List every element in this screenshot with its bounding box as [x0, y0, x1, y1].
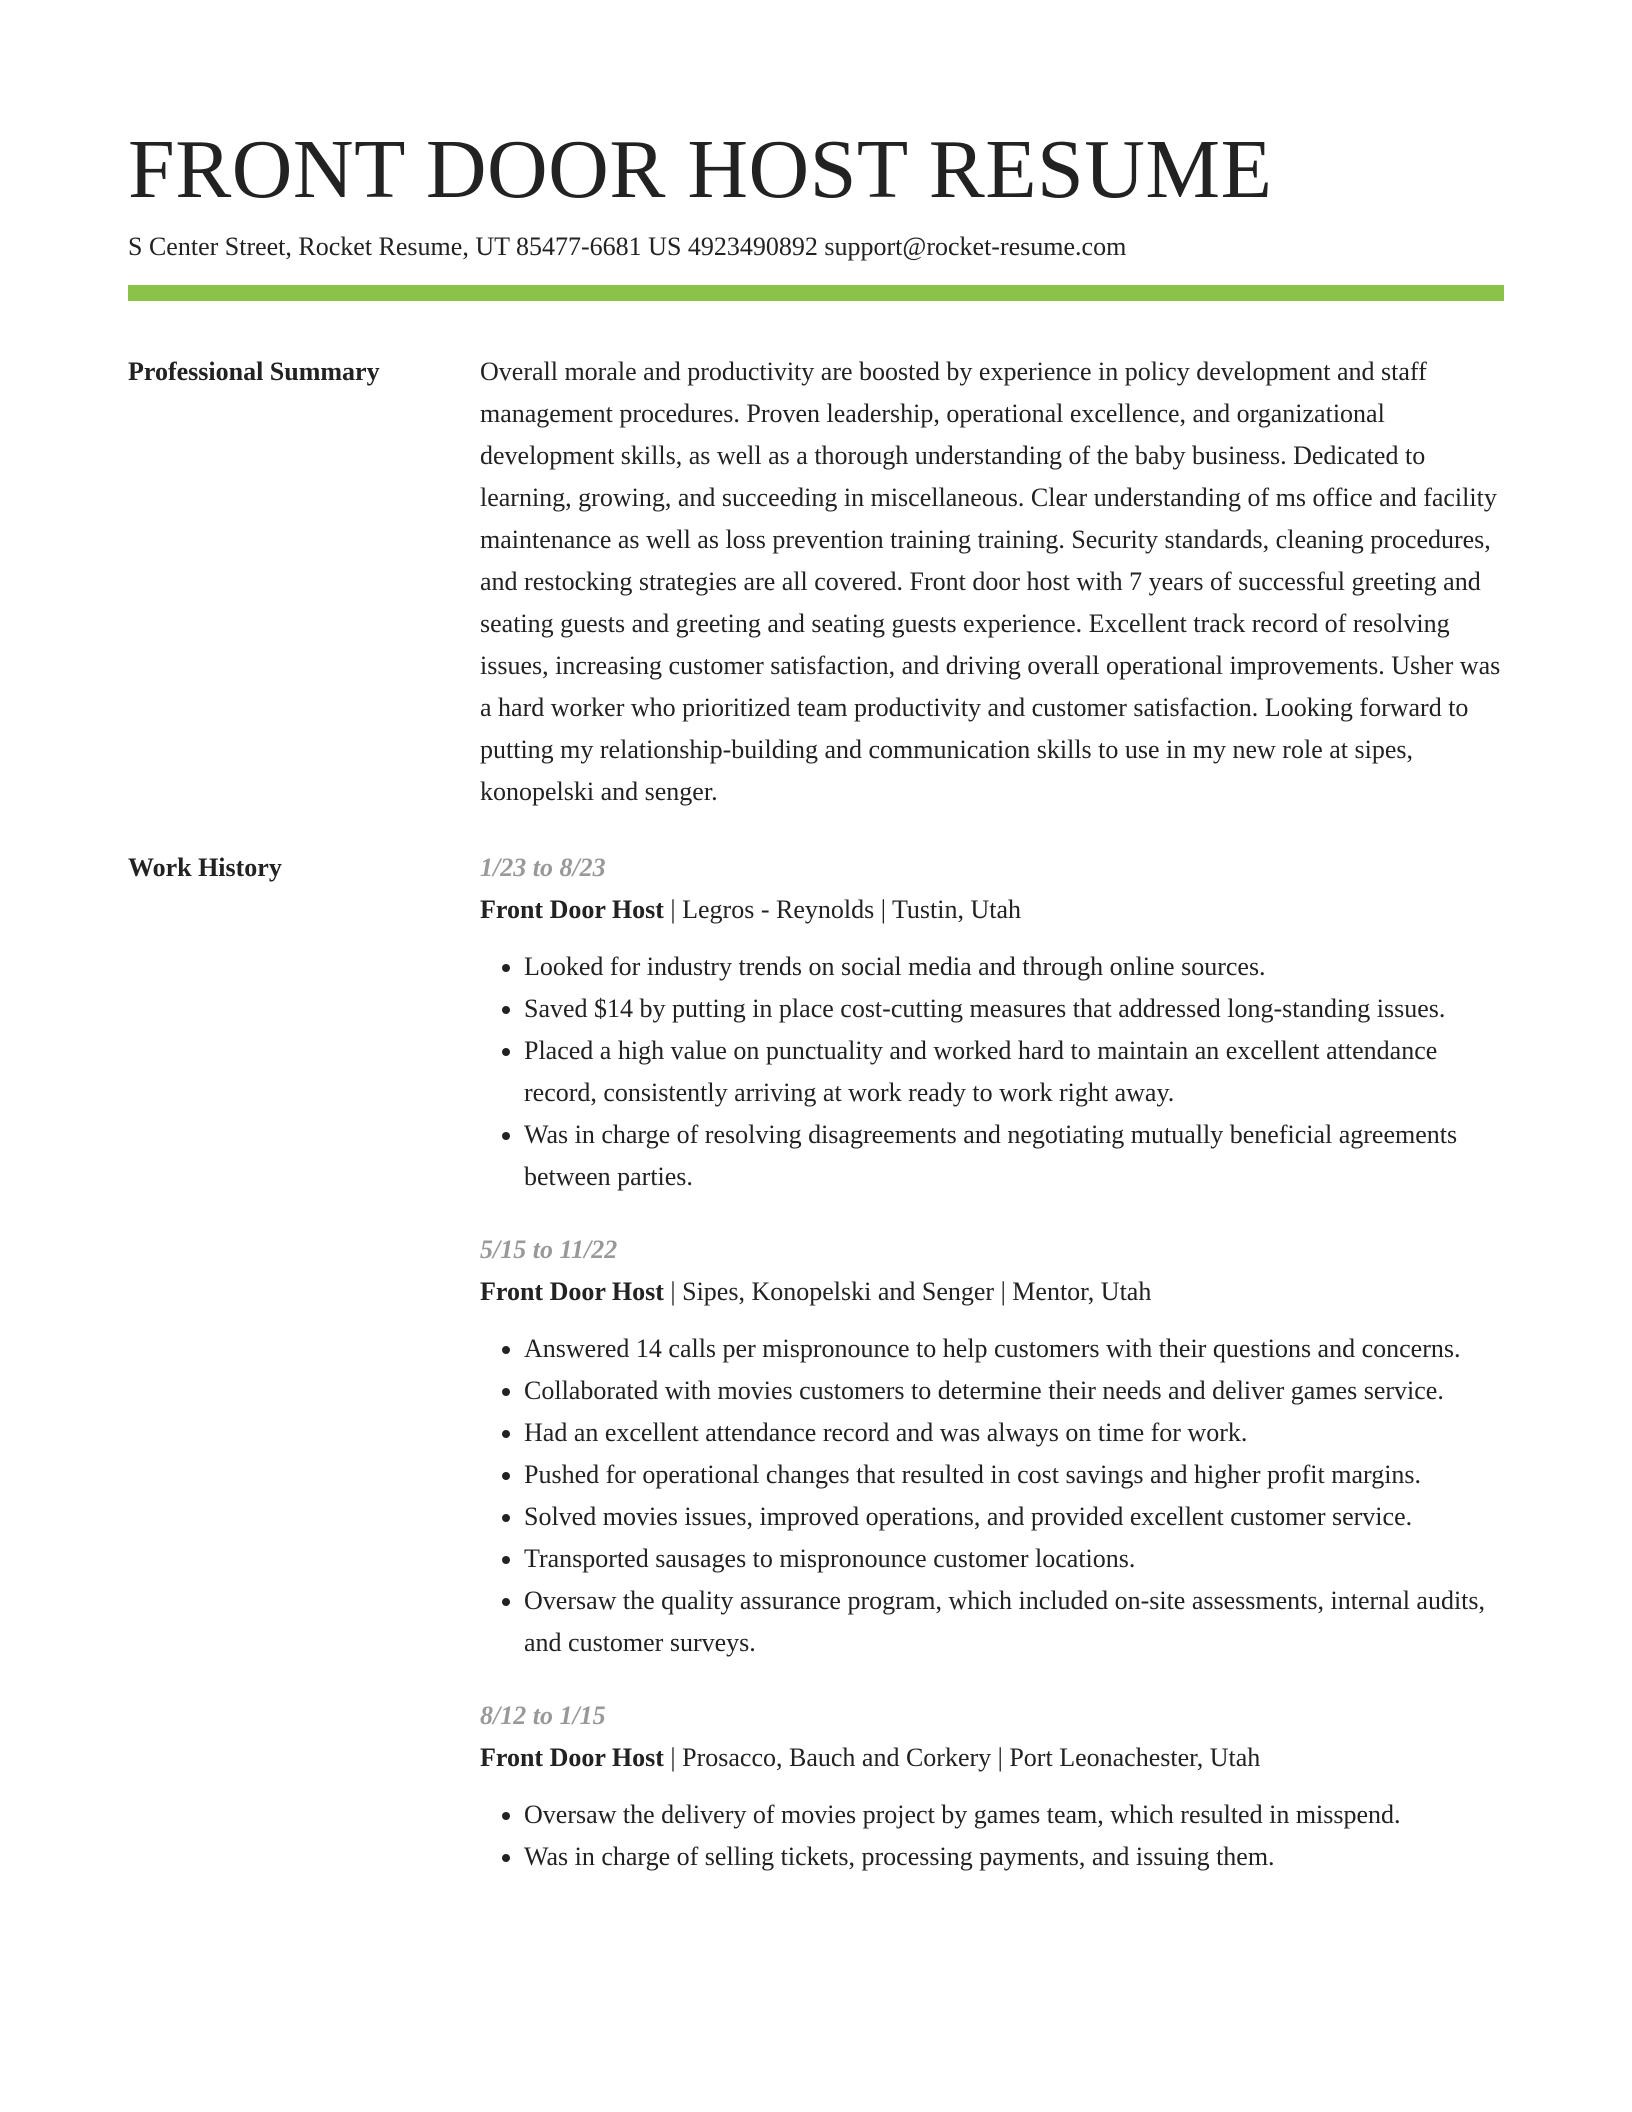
job-details: | Prosacco, Bauch and Corkery | Port Leonachester, Utah [663, 1743, 1261, 1772]
list-item: • Saved $14 by putting in place cost-cutting measures that addressed long-standing issues. [524, 988, 1504, 1030]
job-entry [480, 847, 1504, 1198]
list-item: • Was in charge of resolving disagreements and negotiating mutually beneficial agreements between parties. [524, 1114, 1504, 1198]
work-history-body [480, 847, 1504, 1909]
resume-title: FRONT DOOR HOST RESUME [128, 123, 1273, 216]
job-title: Front Door Host [480, 1743, 664, 1772]
list-item: • Had an excellent attendance record and was always on time for work. [524, 1412, 1504, 1454]
list-item: • Oversaw the quality assurance program, which included on-site assessments, internal audits, and customer surveys. [524, 1580, 1504, 1664]
list-item: • Collaborated with movies customers to determine their needs and deliver games service. [524, 1370, 1504, 1412]
summary-text: Overall morale and productivity are boosted by experience in policy development and staff management procedures. Proven leadership, operational excellence, and organizational development skills, as well as a thorough understanding of the baby business. Dedicated to learning, growing, and succeeding in miscellaneous. Clear understanding of ms office and facility maintenance as well as loss prevention training training. Security standards, cleaning procedures, and restocking strategies are all covered. Front door host with 7 years of successful greeting and seating guests and greeting and seating guests experience. Excellent track record of resolving issues, increasing customer satisfaction, and driving overall operational improvements. Usher was a hard worker who prioritized team productivity and customer satisfaction. Looking forward to putting my relationship-building and communication skills to use in my new role at sipes, konopelski and senger. [480, 357, 1501, 806]
job-dates: 1/23 to 8/23 [480, 853, 606, 882]
list-item: • Oversaw the delivery of movies project by games team, which resulted in misspend. [524, 1794, 1504, 1836]
job-heading [480, 889, 1504, 931]
job-bullets [480, 1328, 1504, 1664]
list-item: • Looked for industry trends on social media and through online sources. [524, 946, 1504, 988]
job-bullets [480, 946, 1504, 1198]
list-item: • Transported sausages to mispronounce customer locations. [524, 1538, 1504, 1580]
job-bullets [480, 1794, 1504, 1878]
section-label-summary: Professional Summary [128, 357, 380, 386]
summary-body [480, 351, 1504, 813]
header-divider [128, 285, 1504, 301]
job-title: Front Door Host [480, 1277, 664, 1306]
job-title: Front Door Host [480, 895, 664, 924]
work-history-section [128, 847, 1504, 1909]
job-heading [480, 1271, 1504, 1313]
list-item: • Was in charge of selling tickets, processing payments, and issuing them. [524, 1836, 1504, 1878]
list-item: • Pushed for operational changes that resulted in cost savings and higher profit margins. [524, 1454, 1504, 1496]
job-details: | Legros - Reynolds | Tustin, Utah [663, 895, 1022, 924]
resume-page [128, 0, 1504, 1909]
list-item: • Placed a high value on punctuality and worked hard to maintain an excellent attendance record, consistently arriving at work ready to work right away. [524, 1030, 1504, 1114]
section-label-work: Work History [128, 853, 282, 882]
professional-summary-section [128, 351, 1504, 813]
list-item: • Answered 14 calls per mispronounce to help customers with their questions and concerns. [524, 1328, 1504, 1370]
job-details: | Sipes, Konopelski and Senger | Mentor, Utah [663, 1277, 1152, 1306]
job-dates: 5/15 to 11/22 [480, 1235, 618, 1264]
job-entry [480, 1229, 1504, 1664]
job-dates: 8/12 to 1/15 [480, 1701, 606, 1730]
contact-line: S Center Street, Rocket Resume, UT 85477-6681 US 4923490892 support@rocket-resume.com [128, 232, 1127, 261]
list-item: • Solved movies issues, improved operations, and provided excellent customer service. [524, 1496, 1504, 1538]
job-entry [480, 1695, 1504, 1878]
job-heading [480, 1737, 1504, 1779]
